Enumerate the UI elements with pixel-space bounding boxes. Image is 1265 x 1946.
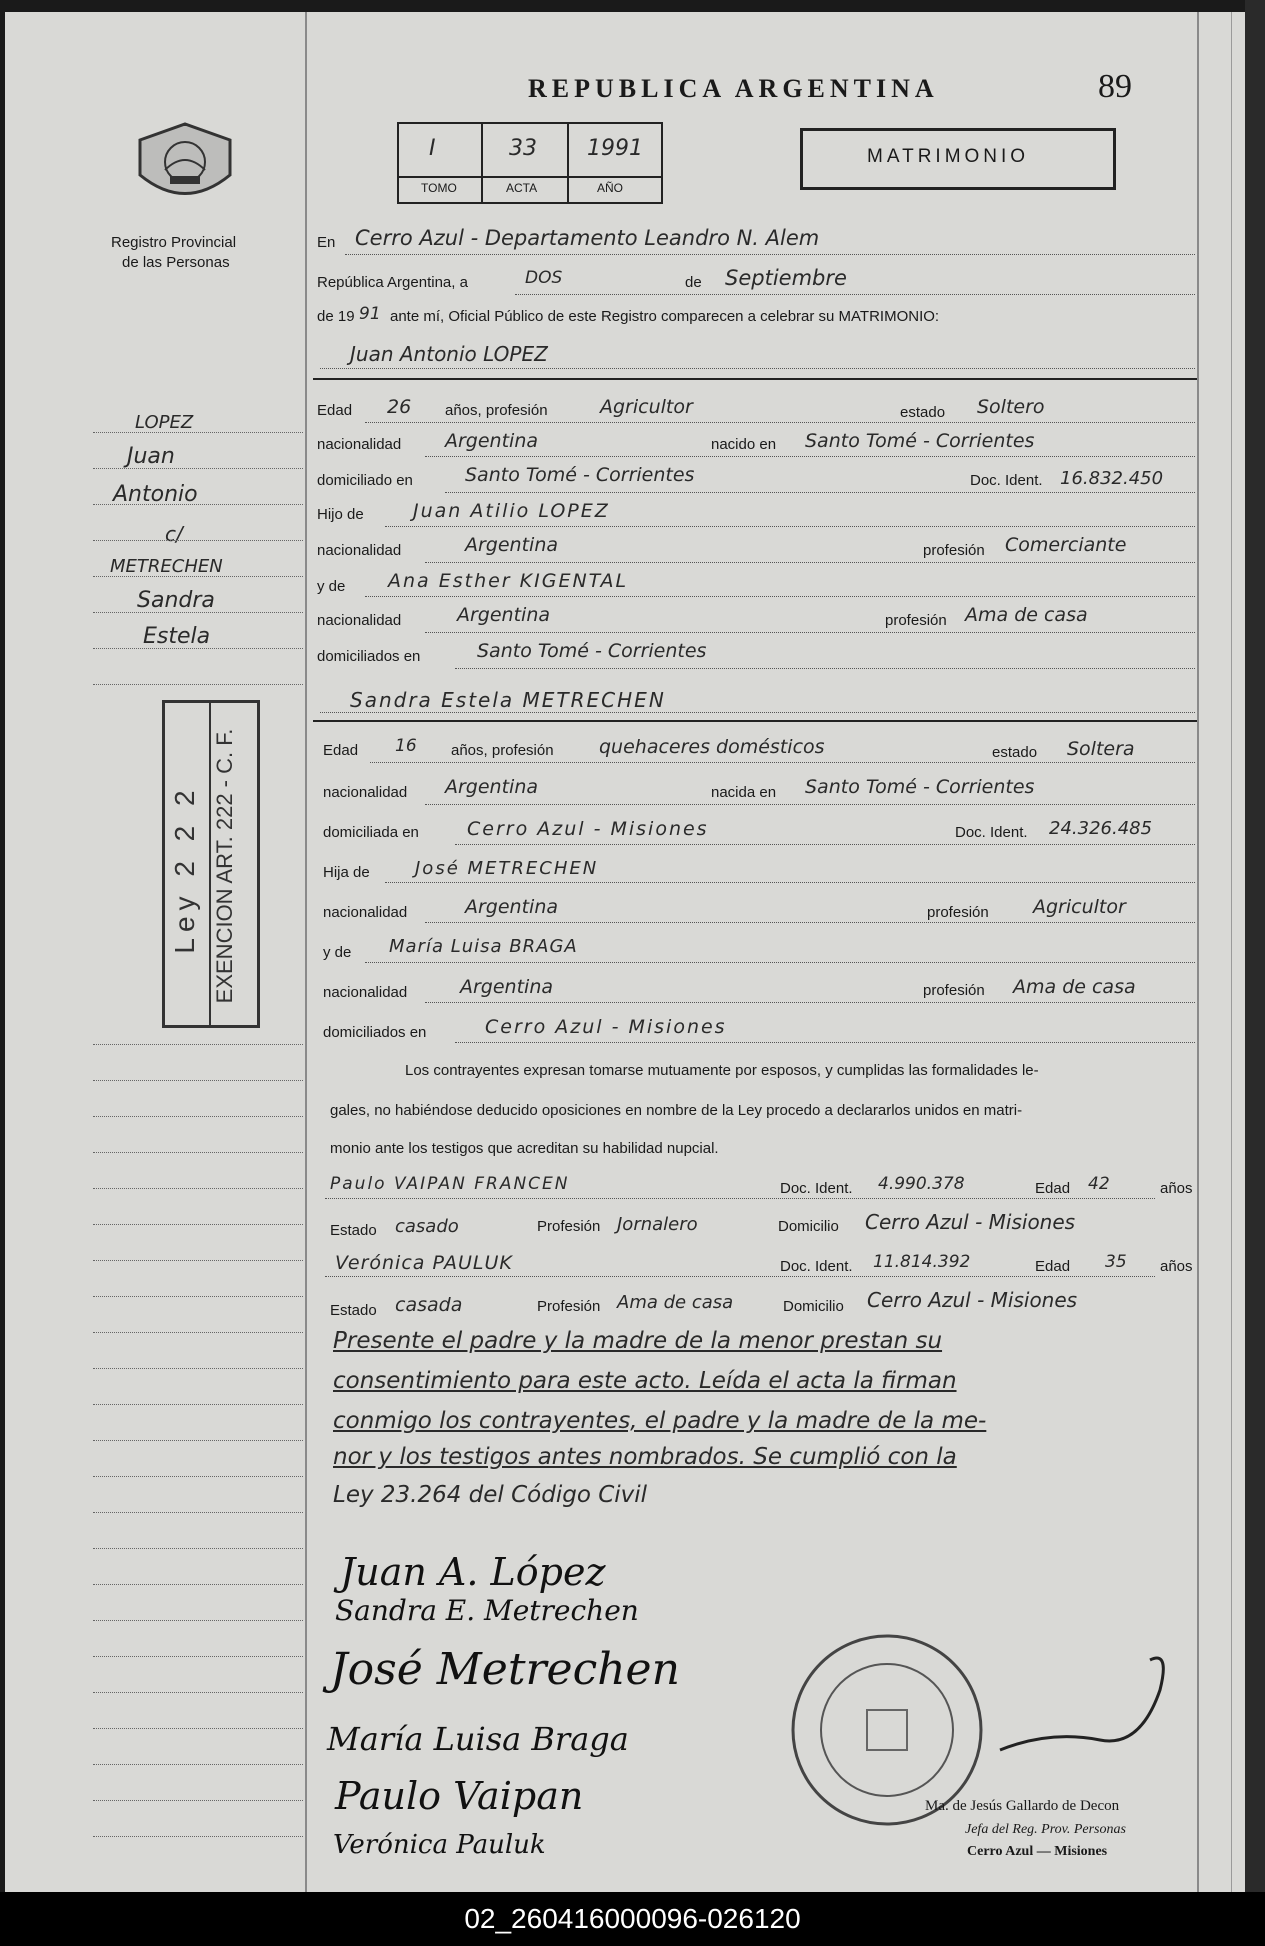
margin-rule — [93, 1692, 303, 1693]
groom-nacido-en: Santo Tomé - Corrientes — [805, 430, 1035, 452]
witness-1-doc-label: Doc. Ident. — [780, 1180, 853, 1197]
province-crest-icon — [130, 120, 240, 208]
note-line-5: Ley 23.264 del Código Civil — [333, 1482, 648, 1508]
bride-padre: José METRECHEN — [415, 858, 599, 879]
margin-line-1: LOPEZ — [135, 412, 194, 433]
bride-name: Sandra Estela METRECHEN — [350, 688, 666, 712]
official-signature-icon — [990, 1630, 1190, 1780]
book-spine — [1245, 0, 1265, 1946]
bride-edad-label: Edad — [323, 742, 359, 759]
bride-padre-nac: Argentina — [465, 896, 559, 918]
margin-rule — [93, 1764, 303, 1765]
bride-anios-label: años, profesión — [451, 742, 554, 759]
margin-rule — [93, 468, 303, 469]
signature-bride: Sandra E. Metrechen — [335, 1594, 639, 1627]
signature-groom: Juan A. López — [340, 1550, 606, 1594]
margin-line-3: Antonio — [113, 482, 198, 507]
groom-madre-prof-label: profesión — [885, 612, 947, 629]
margin-rule — [93, 1728, 303, 1729]
day: DOS — [525, 268, 563, 288]
witness-2-edad: 35 — [1105, 1252, 1127, 1272]
witness-2-prof-label: Profesión — [537, 1298, 601, 1315]
bride-madre-prof: Ama de casa — [1013, 976, 1136, 998]
signature-bride-mother: María Luisa Braga — [327, 1720, 629, 1758]
bride-hija-label: Hija de — [323, 864, 370, 881]
groom-profesion: Agricultor — [600, 396, 693, 418]
margin-rule — [93, 576, 303, 577]
groom-estado: Soltero — [977, 396, 1045, 418]
year-suffix: 91 — [359, 304, 381, 324]
groom-doms-label: domiciliados en — [317, 648, 421, 665]
witness-1-edad: 42 — [1088, 1174, 1110, 1194]
bride-doc: 24.326.485 — [1049, 818, 1153, 839]
note-line-1: Presente el padre y la madre de la menor prestan su — [333, 1328, 943, 1354]
witness-2-anios-label: años — [1160, 1258, 1193, 1275]
groom-nacionalidad: Argentina — [445, 430, 539, 452]
tomo-value: I — [429, 136, 436, 161]
groom-nac-label: nacionalidad — [317, 436, 402, 453]
witness-1-dom-label: Domicilio — [778, 1218, 839, 1235]
margin-line-6: Sandra — [137, 588, 215, 613]
bride-nacionalidad: Argentina — [445, 776, 539, 798]
margin-rule — [93, 1512, 303, 1513]
de-label: de — [685, 274, 702, 291]
bride-madre-nac-label: nacionalidad — [323, 984, 408, 1001]
groom-padre-prof: Comerciante — [1005, 534, 1127, 556]
margin-line-7: Estela — [143, 624, 211, 649]
margin-rule — [93, 432, 303, 433]
witness-1-name: Paulo VAIPAN FRANCEN — [330, 1174, 570, 1194]
witness-1-domicilio: Cerro Azul - Misiones — [865, 1210, 1076, 1234]
witness-2-estado: casada — [395, 1294, 463, 1316]
witness-2-domicilio: Cerro Azul - Misiones — [867, 1288, 1078, 1312]
bride-padres-dom: Cerro Azul - Misiones — [485, 1016, 727, 1038]
bride-estado: Soltera — [1067, 738, 1135, 760]
witness-2-edad-label: Edad — [1035, 1258, 1071, 1275]
margin-rule — [93, 1548, 303, 1549]
witness-1-profesion: Jornalero — [617, 1214, 698, 1235]
note-line-3: conmigo los contrayentes, el padre y la madre de la me- — [333, 1408, 987, 1434]
signature-bride-father: José Metrechen — [330, 1644, 680, 1695]
margin-rule — [93, 1080, 303, 1081]
registry-line2: de las Personas — [122, 254, 230, 271]
official-name: Ma. de Jesús Gallardo de Decon — [925, 1798, 1120, 1814]
groom-hijo-label: Hijo de — [317, 506, 364, 523]
margin-rule — [93, 1224, 303, 1225]
groom-padre-nac-label: nacionalidad — [317, 542, 402, 559]
margin-rule — [93, 1800, 303, 1801]
witness-2-name: Verónica PAULUK — [335, 1252, 513, 1274]
page-number: 89 — [1098, 68, 1132, 105]
groom-madre-nac-label: nacionalidad — [317, 612, 402, 629]
witness-2-estado-label: Estado — [330, 1302, 377, 1319]
groom-domicilio: Santo Tomé - Corrientes — [465, 464, 695, 486]
de19-label: de 19 — [317, 308, 355, 325]
groom-anios-label: años, profesión — [445, 402, 548, 419]
groom-padre-nac: Argentina — [465, 534, 559, 556]
footer-caption: 02_260416000096-026120 — [0, 1892, 1265, 1946]
margin-rule — [93, 1584, 303, 1585]
acta-label: ACTA — [506, 181, 538, 195]
margin-line-5: METRECHEN — [110, 556, 223, 577]
margin-rule — [93, 1332, 303, 1333]
declaration-line3: monio ante los testigos que acreditan su habilidad nupcial. — [330, 1140, 719, 1157]
tomo-label: TOMO — [421, 181, 457, 195]
groom-madre: Ana Esther KIGENTAL — [388, 570, 629, 592]
place: Cerro Azul - Departamento Leandro N. Alem — [355, 226, 820, 250]
en-label: En — [317, 234, 336, 251]
margin-rule — [93, 1044, 303, 1045]
margin-rule — [93, 1656, 303, 1657]
groom-dom-label: domiciliado en — [317, 472, 413, 489]
registry-line1: Registro Provincial — [111, 234, 237, 251]
anio-label: AÑO — [597, 181, 624, 195]
declaration-line2: gales, no habiéndose deducido oposiciones en nombre de la Ley procedo a declararlos unidos en matri- — [330, 1102, 1023, 1119]
witness-2-dom-label: Domicilio — [783, 1298, 844, 1315]
margin-rule — [93, 1440, 303, 1441]
exemption-stamp — [162, 700, 260, 1028]
bride-nac-label: nacionalidad — [323, 784, 408, 801]
bride-doms-label: domiciliados en — [323, 1024, 427, 1041]
witness-1-estado-label: Estado — [330, 1222, 377, 1239]
official-place: Cerro Azul — Misiones — [967, 1844, 1108, 1859]
ante-text: ante mí, Oficial Público de este Registro comparecen a celebrar su MATRIMONIO: — [390, 308, 940, 325]
witness-2-doc: 11.814.392 — [873, 1252, 971, 1272]
anio-value: 1991 — [587, 136, 643, 161]
bride-madre: María Luisa BRAGA — [389, 936, 578, 957]
bride-yde-label: y de — [323, 944, 352, 961]
groom-doc: 16.832.450 — [1060, 468, 1164, 489]
margin-rule — [93, 1296, 303, 1297]
margin-rule — [93, 1188, 303, 1189]
margin-rule — [93, 1476, 303, 1477]
groom-nacido-label: nacido en — [711, 436, 777, 453]
witness-1-prof-label: Profesión — [537, 1218, 601, 1235]
groom-name: Juan Antonio LOPEZ — [350, 342, 548, 366]
signature-witness-1: Paulo Vaipan — [335, 1774, 584, 1818]
groom-edad-label: Edad — [317, 402, 353, 419]
margin-rule — [93, 1152, 303, 1153]
note-line-4: nor y los testigos antes nombrados. Se cumplió con la — [333, 1444, 957, 1470]
acta-value: 33 — [509, 136, 537, 161]
groom-padres-dom: Santo Tomé - Corrientes — [477, 640, 707, 662]
bride-doc-label: Doc. Ident. — [955, 824, 1028, 841]
bride-nacida-en: Santo Tomé - Corrientes — [805, 776, 1035, 798]
bride-padre-prof-label: profesión — [927, 904, 989, 921]
declaration-line1: Los contrayentes expresan tomarse mutuamente por esposos, y cumplidas las formalidades le- — [405, 1062, 1039, 1079]
groom-padre-prof-label: profesión — [923, 542, 985, 559]
witness-2-doc-label: Doc. Ident. — [780, 1258, 853, 1275]
bride-dom-label: domiciliada en — [323, 824, 419, 841]
witness-2-profesion: Ama de casa — [617, 1292, 734, 1313]
margin-rule — [93, 1116, 303, 1117]
margin-line-2: Juan — [127, 444, 175, 469]
bride-estado-label: estado — [992, 744, 1038, 761]
bride-nacida-label: nacida en — [711, 784, 777, 801]
stamp-line1: Ley 2 2 2 — [169, 784, 200, 954]
margin-rule — [93, 504, 303, 505]
margin-rule — [93, 1620, 303, 1621]
groom-edad: 26 — [387, 396, 412, 418]
witness-1-estado: casado — [395, 1216, 459, 1237]
official-title: Jefa del Reg. Prov. Personas — [965, 1822, 1126, 1837]
margin-rule — [93, 1368, 303, 1369]
groom-madre-prof: Ama de casa — [965, 604, 1088, 626]
margin-rule — [93, 1404, 303, 1405]
stamp-line2: EXENCION ART. 222 - C. F. — [212, 728, 237, 1004]
record-id-box — [397, 122, 663, 204]
bride-padre-nac-label: nacionalidad — [323, 904, 408, 921]
groom-estado-label: estado — [900, 404, 946, 421]
groom-madre-nac: Argentina — [457, 604, 551, 626]
margin-rule — [93, 1836, 303, 1837]
groom-padre: Juan Atilio LOPEZ — [413, 500, 610, 522]
groom-doc-label: Doc. Ident. — [970, 472, 1043, 489]
republica-label: República Argentina, a — [317, 274, 468, 291]
margin-rule — [93, 1260, 303, 1261]
bride-padre-prof: Agricultor — [1033, 896, 1126, 918]
bride-edad: 16 — [395, 736, 417, 756]
witness-1-doc: 4.990.378 — [878, 1174, 965, 1194]
margin-rule — [93, 684, 303, 685]
note-line-2: consentimiento para este acto. Leída el acta la firman — [333, 1368, 957, 1394]
groom-yde-label: y de — [317, 578, 346, 595]
margin-rule — [93, 540, 303, 541]
certificate-page — [5, 12, 1255, 1892]
witness-1-edad-label: Edad — [1035, 1180, 1071, 1197]
bride-domicilio: Cerro Azul - Misiones — [467, 818, 709, 840]
bride-profesion: quehaceres domésticos — [599, 736, 825, 758]
bride-madre-nac: Argentina — [460, 976, 554, 998]
doc-type: MATRIMONIO — [867, 146, 1030, 167]
bride-madre-prof-label: profesión — [923, 982, 985, 999]
witness-1-anios-label: años — [1160, 1180, 1193, 1197]
margin-rule — [93, 648, 303, 649]
month: Septiembre — [725, 266, 847, 290]
doc-type-box — [800, 128, 1116, 190]
signature-witness-2: Verónica Pauluk — [333, 1830, 546, 1860]
margin-line-4: c/ — [165, 522, 183, 546]
country-title: REPUBLICA ARGENTINA — [528, 74, 939, 103]
margin-rule — [93, 612, 303, 613]
